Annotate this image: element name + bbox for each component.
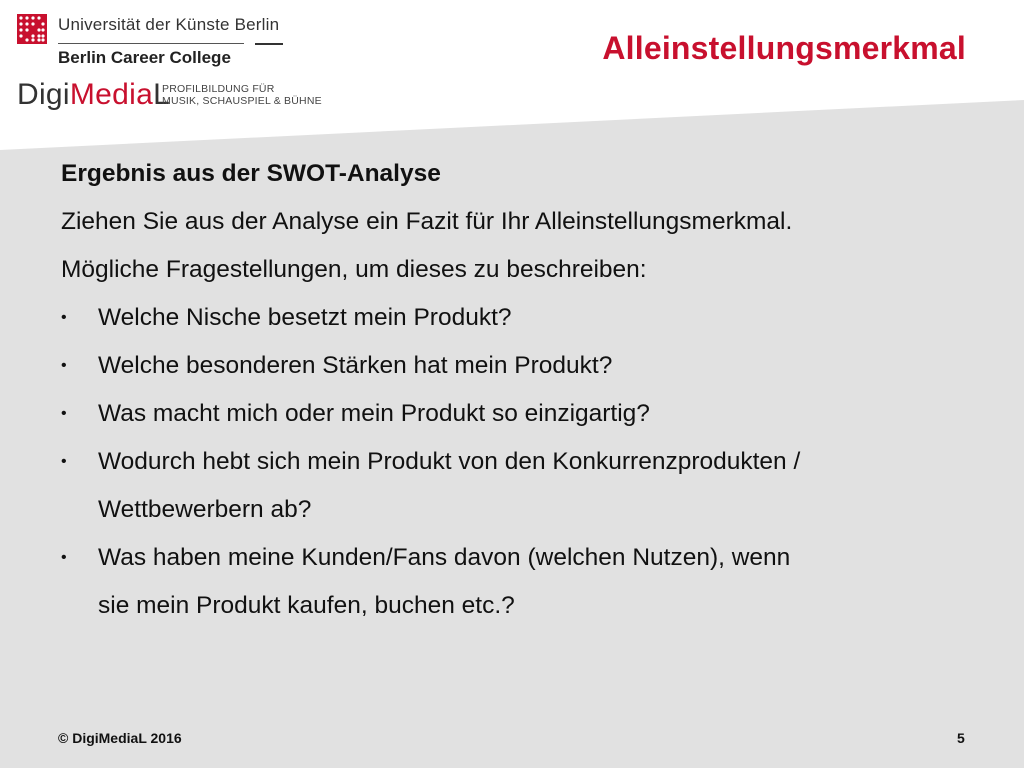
bullet-item bbox=[61, 438, 981, 534]
bullet-item bbox=[61, 294, 981, 342]
intro-text: Ziehen Sie aus der Analyse ein Fazit für Ihr Alleinstellungsmerkmal. bbox=[61, 208, 793, 235]
logo-part-media: Media bbox=[69, 78, 154, 111]
university-logo-icon bbox=[17, 14, 47, 44]
slide-body bbox=[61, 150, 981, 630]
logo-tagline bbox=[162, 83, 322, 107]
bullet-text: Wodurch hebt sich mein Produkt von den Konkurrenzprodukten / bbox=[98, 448, 801, 475]
bullet-text: Welche Nische besetzt mein Produkt? bbox=[98, 304, 512, 331]
tagline-line: PROFILBILDUNG FÜR bbox=[162, 83, 275, 95]
tagline-line: MUSIK, SCHAUSPIEL & BÜHNE bbox=[162, 95, 322, 107]
bullet-item bbox=[61, 390, 981, 438]
digimedial-logo bbox=[17, 78, 170, 112]
slide-title: Alleinstellungsmerkmal bbox=[602, 30, 966, 66]
logo-part-l: L bbox=[153, 78, 171, 111]
university-name: Universität der Künste Berlin bbox=[58, 15, 280, 34]
bullet-glyph: • bbox=[61, 549, 67, 566]
bullet-text-continued: sie mein Produkt kaufen, buchen etc.? bbox=[98, 592, 515, 619]
bullet-glyph: • bbox=[61, 309, 67, 326]
section-heading: Ergebnis aus der SWOT-Analyse bbox=[61, 160, 441, 187]
bullet-text: Was haben meine Kunden/Fans davon (welchen Nutzen), wenn bbox=[98, 544, 791, 571]
college-name: Berlin Career College bbox=[58, 48, 231, 67]
page-number: 5 bbox=[957, 730, 965, 746]
bullet-text: Was macht mich oder mein Produkt so einzigartig? bbox=[98, 400, 650, 427]
bullet-item bbox=[61, 342, 981, 390]
header-divider-accent bbox=[255, 43, 283, 45]
intro-text: Mögliche Fragestellungen, um dieses zu beschreiben: bbox=[61, 256, 647, 283]
bullet-glyph: • bbox=[61, 453, 67, 470]
logo-part-digi: Digi bbox=[17, 78, 70, 111]
bullet-text: Welche besonderen Stärken hat mein Produkt? bbox=[98, 352, 613, 379]
bullet-glyph: • bbox=[61, 357, 67, 374]
bullet-item bbox=[61, 534, 981, 630]
bullet-glyph: • bbox=[61, 405, 67, 422]
bullet-text-continued: Wettbewerbern ab? bbox=[98, 496, 312, 523]
footer-copyright: © DigiMediaL 2016 bbox=[58, 730, 182, 746]
header-divider bbox=[58, 43, 244, 44]
